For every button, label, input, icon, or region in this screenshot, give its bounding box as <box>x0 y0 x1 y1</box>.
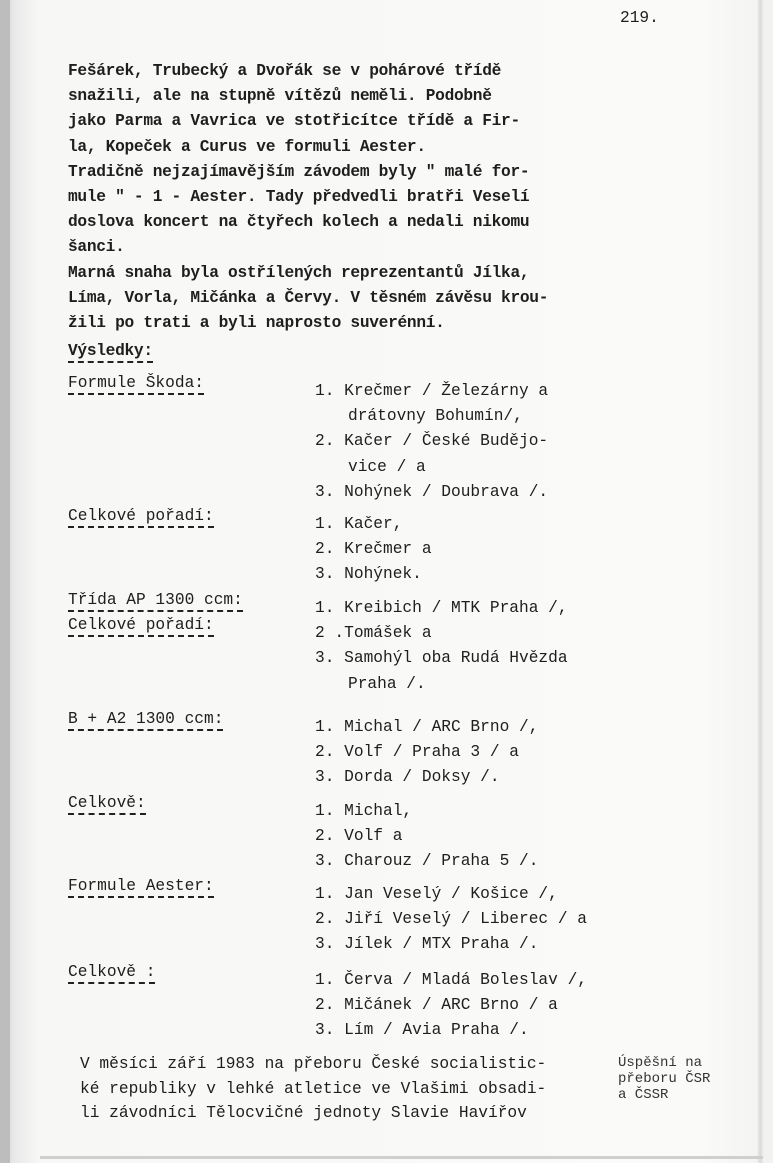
results-heading: Výsledky: <box>68 341 153 363</box>
result-items <box>315 512 432 588</box>
result-item: 1. Červa / Mladá Boleslav /, <box>315 971 587 989</box>
result-item: 2. Krečmer a <box>315 540 432 559</box>
scan-edge <box>0 0 10 1163</box>
result-items <box>315 882 587 958</box>
text-line: Fešárek, Trubecký a Dvořák se v pohárové třídě <box>68 62 502 80</box>
result-item: 3. Jílek / MTX Praha /. <box>315 935 539 954</box>
result-item: 3. Dorda / Doksy /. <box>315 768 500 787</box>
section-label: Celkové pořadí: <box>68 506 214 528</box>
text-line: mule " - 1 - Aester. Tady předvedli bratři Veselí <box>68 188 530 206</box>
text-line: li závodníci Tělocvičné jednoty Slavie Havířov <box>80 1104 527 1122</box>
text-line: jako Parma a Vavrica ve stotřicítce třídě a Fir- <box>68 112 520 131</box>
margin-note: Úspěšní na přeboru ČSR a ČSSR <box>618 1055 711 1103</box>
result-item: 2. Volf / Praha 3 / a <box>315 743 519 762</box>
text-line: snažili, ale na stupně vítězů neměli. Podobně <box>68 87 492 106</box>
section-label: Formule Škoda: <box>68 373 204 395</box>
result-item: Praha /. <box>348 674 426 693</box>
result-item: 3. Lím / Avia Praha /. <box>315 1021 529 1040</box>
page-number: 219. <box>620 9 659 27</box>
result-item: 1. Kreibich / MTK Praha /, <box>315 599 568 617</box>
text-line: ké republiky v lehké atletice ve Vlašimi obsadi- <box>80 1079 547 1098</box>
section-label: Celkově: <box>68 793 146 815</box>
result-item: drátovny Bohumín/, <box>348 407 523 426</box>
text-line: doslova koncert na čtyřech kolech a nedali nikomu <box>68 213 530 232</box>
text-line: V měsíci září 1983 na přeboru České socialistic- <box>80 1055 547 1073</box>
result-item: 2. Volf a <box>315 827 403 846</box>
result-items <box>315 968 587 1044</box>
result-item: 1. Krečmer / Železárny a <box>315 382 549 400</box>
result-items <box>315 799 538 875</box>
text-line: Tradičně nejzajímavějším závodem byly " malé for- <box>68 162 530 181</box>
result-item: 2. Kačer / České Budějo- <box>315 432 549 451</box>
result-item: 1. Jan Veselý / Košice /, <box>315 885 558 903</box>
result-item: 2. Jiří Veselý / Liberec / a <box>315 910 587 929</box>
text-line: šanci. <box>68 238 125 257</box>
result-items <box>315 379 548 505</box>
result-item: 2 .Tomášek a <box>315 624 432 643</box>
section-label: Celkové pořadí: <box>68 615 214 637</box>
text-line: žili po trati a byli naprosto suverénní. <box>68 314 445 332</box>
text-line: Líma, Vorla, Mičánka a Červy. V těsném závěsu krou- <box>68 288 549 307</box>
result-item: vice / a <box>348 457 426 476</box>
section-label: B + A2 1300 ccm: <box>68 709 223 731</box>
section-label: Celkově : <box>68 962 155 984</box>
result-item: 2. Mičánek / ARC Brno / a <box>315 996 558 1015</box>
result-item: 3. Charouz / Praha 5 /. <box>315 852 539 871</box>
result-item: 1. Kačer, <box>315 515 403 533</box>
result-item: 3. Samohýl oba Rudá Hvězda <box>315 649 568 668</box>
result-item: 3. Nohýnek. <box>315 565 422 584</box>
text-line: Marná snaha byla ostřílených reprezentantů Jílka, <box>68 263 530 282</box>
text-line: la, Kopeček a Curus ve formuli Aester. <box>68 137 426 156</box>
scan-bottom-edge <box>40 1156 763 1159</box>
section-label: Formule Aester: <box>68 876 214 898</box>
result-items <box>315 596 568 697</box>
result-item: 1. Michal, <box>315 802 413 820</box>
result-item: 3. Nohýnek / Doubrava /. <box>315 482 549 501</box>
result-items <box>315 715 538 791</box>
result-item: 1. Michal / ARC Brno /, <box>315 718 539 736</box>
section-label: Třída AP 1300 ccm: <box>68 590 243 612</box>
